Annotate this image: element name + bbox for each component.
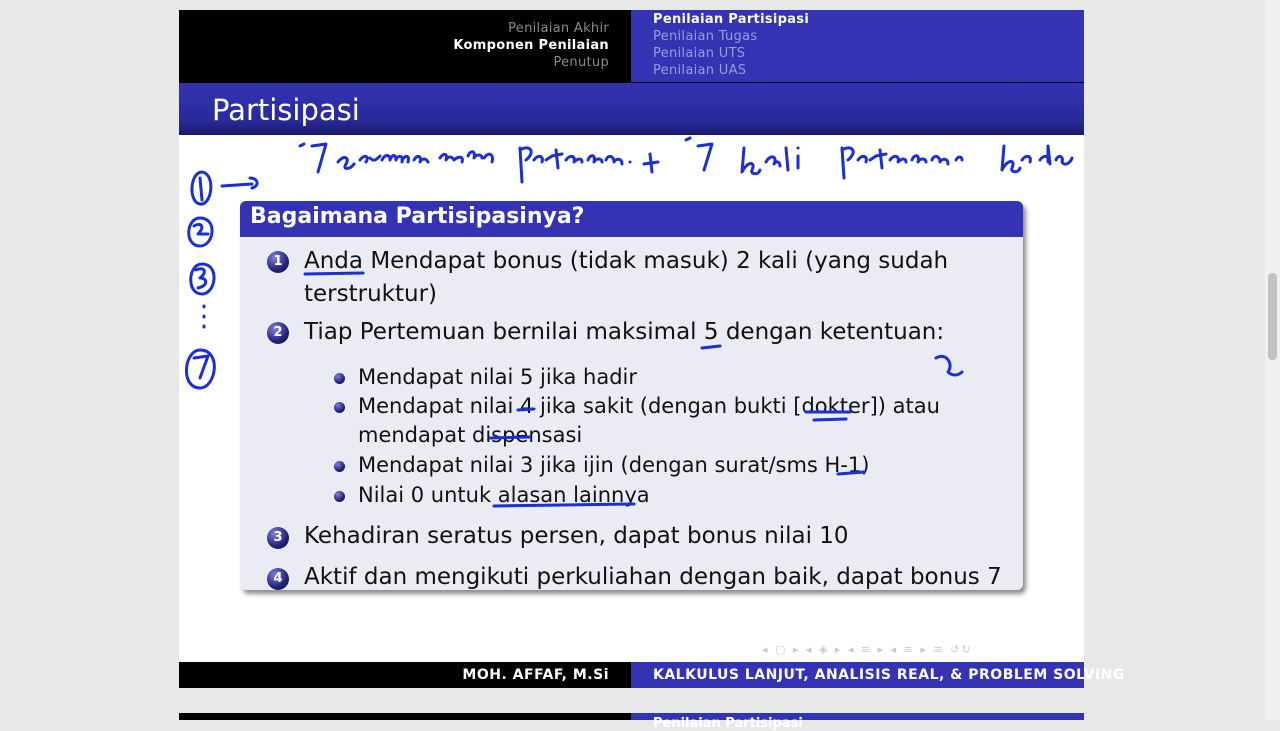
sub-item-2-line1: Mendapat nilai 4 jika sakit (dengan bukti [dokter]) atau xyxy=(358,394,940,418)
frame-title-bar xyxy=(179,82,1084,135)
content-block xyxy=(240,201,1023,590)
slide xyxy=(179,10,1125,688)
list-item-3: Kehadiran seratus persen, dapat bonus nilai 10 xyxy=(304,523,849,549)
next-slide-peek xyxy=(179,713,1084,731)
footer-author-bar xyxy=(179,662,631,688)
bullet-marker xyxy=(334,402,345,413)
enum-marker-3: 3 xyxy=(267,527,289,549)
list-item-4: Aktif dan mengikuti perkuliahan dengan baik, dapat bonus 7 xyxy=(304,564,1002,590)
frame-title: Partisipasi xyxy=(212,93,360,127)
sub-item-1: Mendapat nilai 5 jika hadir xyxy=(358,365,638,389)
header-subsections xyxy=(631,10,1084,82)
subsection-link-partisipasi[interactable]: Penilaian Partisipasi xyxy=(653,12,810,27)
sub-item-3: Mendapat nilai 3 jika ijin (dengan surat/sms H-1) xyxy=(358,453,870,477)
list-item-1-line2: terstruktur) xyxy=(304,281,438,307)
section-link-komponen-penilaian[interactable]: Komponen Penilaian xyxy=(453,38,609,53)
block-title-bar xyxy=(240,201,1023,237)
bullet-marker xyxy=(334,373,345,384)
list-item-1-line1: Anda Mendapat bonus (tidak masuk) 2 kali (yang sudah xyxy=(304,248,949,274)
enum-marker-1: 1 xyxy=(267,251,289,273)
subsection-link-uts[interactable]: Penilaian UTS xyxy=(653,46,746,61)
sub-item-4: Nilai 0 untuk alasan lainnya xyxy=(358,483,650,507)
bullet-marker xyxy=(334,491,345,502)
beamer-navigation-symbols[interactable]: ◂ ▢ ▸ ◂ ◈ ▸ ◂ ≡ ▸ ◂ ≡ ▸ ≡ ↺↻ xyxy=(762,643,973,656)
subsection-link-tugas[interactable]: Penilaian Tugas xyxy=(653,29,758,44)
enum-marker-2: 2 xyxy=(267,322,289,344)
bullet-marker xyxy=(334,461,345,472)
scrollbar-thumb[interactable] xyxy=(1268,273,1277,360)
footer-course: KALKULUS LANJUT, ANALISIS REAL, & PROBLEM SOLVING xyxy=(653,667,1125,683)
subsection-link-uas[interactable]: Penilaian UAS xyxy=(653,63,747,78)
list-item-2-line1: Tiap Pertemuan bernilai maksimal 5 dengan ketentuan: xyxy=(304,319,945,345)
header-sections xyxy=(179,10,631,82)
page-scrollbar[interactable] xyxy=(1265,0,1280,720)
block-title: Bagaimana Partisipasinya? xyxy=(250,204,585,229)
footer-course-bar xyxy=(631,662,1125,688)
section-link-penutup[interactable]: Penutup xyxy=(553,55,609,70)
sub-item-2-line2: mendapat dispensasi xyxy=(358,423,583,447)
section-link-penilaian-akhir[interactable]: Penilaian Akhir xyxy=(508,21,609,36)
footer-author: MOH. AFFAF, M.Si xyxy=(462,667,609,683)
enum-marker-4: 4 xyxy=(267,568,289,590)
next-slide-label: Penilaian Partisipasi xyxy=(653,716,803,731)
